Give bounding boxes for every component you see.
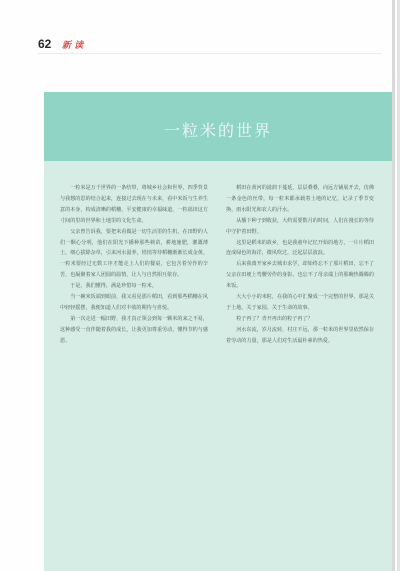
paragraph: 从播下种子到收获，大约需要数月的时间，人们在漫长的等待中守护着田野。 [226, 217, 374, 235]
page-number: 62 [38, 37, 52, 51]
paragraph: 大大小小的米粒，在我的心中汇聚成一个完整的世界，那是关于土地、关于家园、关于生命的故事。 [226, 294, 374, 311]
paragraph: 当一碗米饭端到眼前，我又看见那片稻田，看到那些稻穗在风中轻轻摇摆，我便知道人们对丰收的期待与喜悦。 [60, 294, 208, 311]
section-label: 新 读 [62, 41, 84, 51]
paragraph: 第一次走进一幅田野，我才真正领会到每一颗米的来之不易，这种感受一直伴随着我的成长，让我更加尊重劳动，懂得节约与感恩。 [60, 315, 208, 344]
paragraph: 河水东流，岁月流转，村庄不远，那一粒米的世界里依然保存着劳动的力量，那是人们对生活最朴素的热爱。 [226, 326, 374, 344]
paragraph: 这里是稻米的故乡，也是我童年记忆开始的地方，一片片稻田连成绿色的海洋，微风吹过，泛起层层波浪。 [226, 239, 374, 257]
paragraph: 粒子再了？青开再出的粒子再了？ [236, 315, 313, 322]
paragraph: 于是，我们懂得，满是珍惜每一粒米。 [70, 283, 157, 290]
title-banner [44, 92, 392, 161]
paragraph: 一粒米是万千世界的一条结带，将城乡社会和世界，四季背景与我想的思的结合起来，连接过去现在与未来，看中米饭与生养生意的本身，构成清晰的稻穗，平安健康的幸福味道，一粒福田这方寸间的里的世界和土地里的文化生命。 [60, 185, 208, 224]
right-column [226, 183, 374, 347]
header-divider [38, 53, 382, 54]
paragraph: 父亲曾告诉我，要把米看做是一切生活里的生机，在田野的人们一颗心分明，他们在阳光下播种那些秧苗，耕地施肥，灌溉薄土，细心拔除杂草，引来河水滋养，悄悄等待稻穗渐渐长成金黄。一粒米要经过无数工序才能走上人们的餐桌，它包含着劳作的辛苦，也凝聚着家人团圆的温情，让人与自然相互依存。 [60, 228, 208, 279]
paragraph: 稻田在黄河的滋润下蔓延，层层叠叠，向远方铺展开去，仿佛一条金色的丝带。每一粒米都承载着土地的记忆，记录了季节变换、雨水阳光和农人的汗水。 [226, 185, 374, 213]
left-column [60, 183, 208, 347]
page-edge-stripe [392, 0, 400, 571]
article-title: 一粒米的世界 [163, 121, 272, 140]
paragraph: 后来我离开家乡去城市求学，却始终忘不了那片稻田，忘不了父亲在田埂上弯腰劳作的身影，也忘不了母亲端上的那碗热腾腾的米饭。 [226, 261, 374, 290]
article-body [44, 161, 392, 571]
